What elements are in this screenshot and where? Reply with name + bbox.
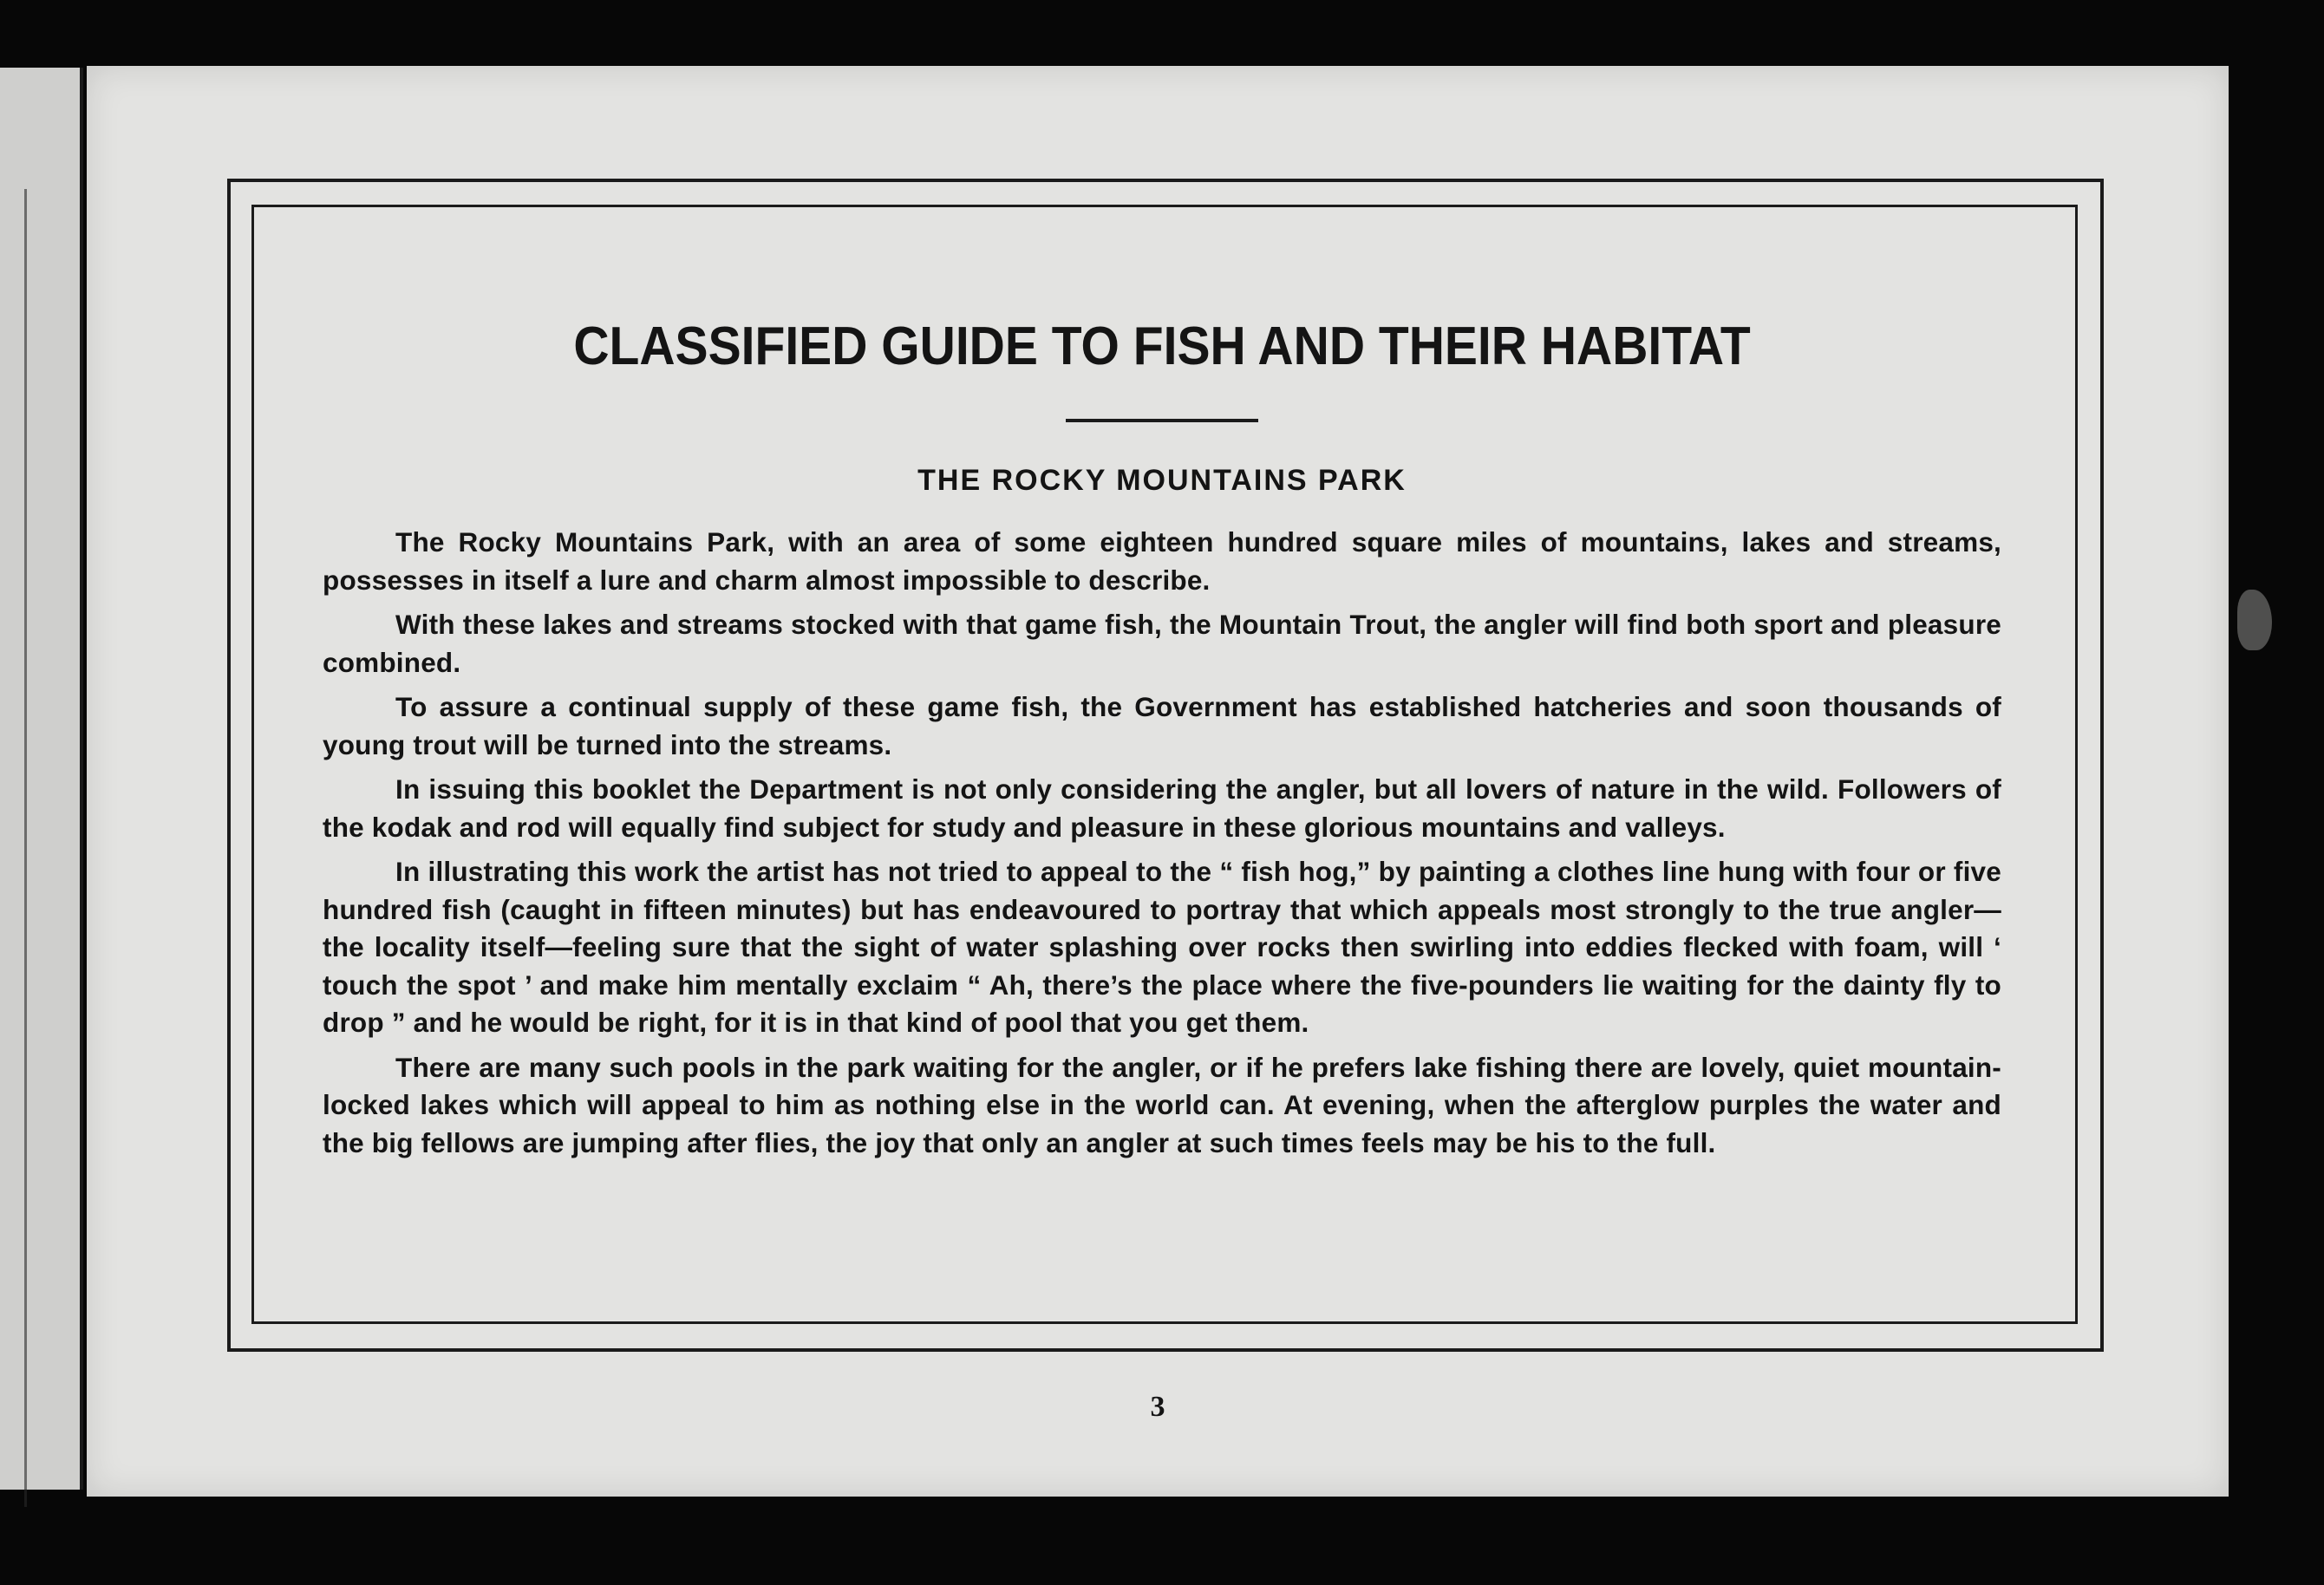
section-heading: THE ROCKY MOUNTAINS PARK	[917, 464, 1407, 497]
paragraph-4: In issuing this booklet the Department is not only considering the angler, but all lovers of nature in the wild. Followers of the kodak and rod will equally find subject for study and pleasure in these glorious mountains and valleys.	[323, 773, 2001, 843]
page-fold-line	[24, 189, 27, 1507]
paragraph-1: The Rocky Mountains Park, with an area of some eighteen hundred square miles of mountains, lakes and streams, possesses in itself a lure and charm almost impossible to describe.	[323, 526, 2001, 596]
page-number: 3	[1150, 1391, 1165, 1423]
page-title: CLASSIFIED GUIDE TO FISH AND THEIR HABITAT	[573, 316, 1751, 376]
page-content	[323, 298, 2001, 1169]
scan-debris-mark	[2237, 590, 2272, 650]
previous-page-edge	[0, 68, 83, 1490]
paragraph-2: With these lakes and streams stocked with that game fish, the Mountain Trout, the angler will find both sport and pleasure combined.	[323, 609, 2001, 678]
paragraph-5: In illustrating this work the artist has not tried to appeal to the “ fish hog,” by painting a clothes line hung with four or five hundred fish (caught in fifteen minutes) but has endeavoured to portray that which appeals most strongly to the true angler—the locality itself—feeling sure that the sight of water splashing over rocks then swirling into eddies flecked with foam, will ‘ touch the spot ’ and make him mentally exclaim “ Ah, there’s the place where the five-pounders lie waiting for the dainty fly to drop ” and he would be right, for it is in that kind of pool that you get them.	[323, 856, 2001, 1038]
booklet-page	[87, 66, 2229, 1497]
paragraph-6: There are many such pools in the park waiting for the angler, or if he prefers lake fishing there are lovely, quiet mountain-locked lakes which will appeal to him as nothing else in the world can. At evening, when the afterglow purples the water and the big fellows are jumping after flies, the joy that only an angler at such times feels may be his to the full.	[323, 1051, 2001, 1158]
title-divider	[1066, 419, 1258, 422]
paragraph-3: To assure a continual supply of these game fish, the Government has established hatcheries and soon thousands of young trout will be turned into the streams.	[323, 691, 2001, 760]
